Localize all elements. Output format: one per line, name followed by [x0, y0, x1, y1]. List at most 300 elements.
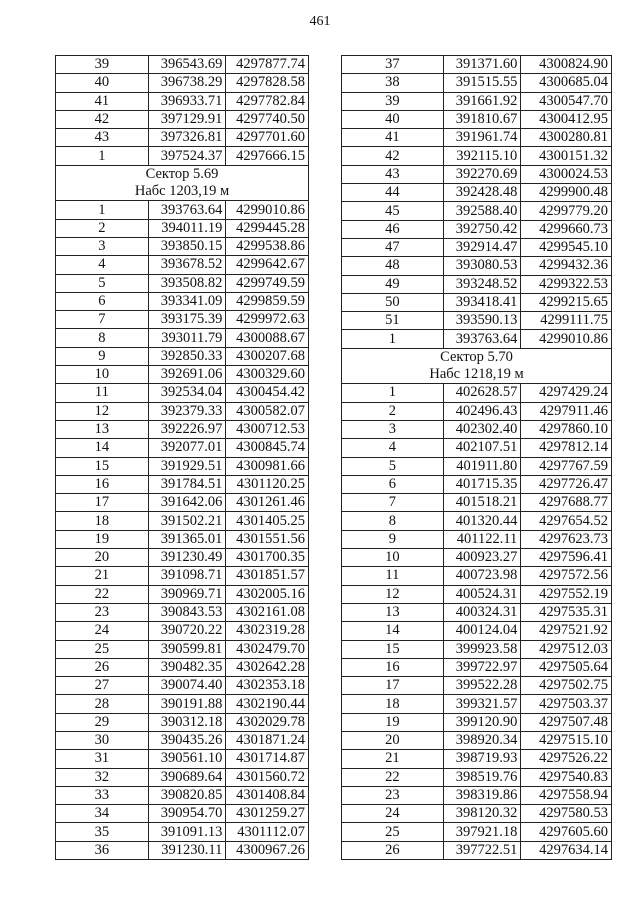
y-coordinate: 4297688.77	[521, 494, 612, 512]
y-coordinate: 4300024.53	[521, 165, 612, 183]
y-coordinate: 4297512.03	[521, 640, 612, 658]
x-coordinate: 390689.64	[148, 768, 226, 786]
y-coordinate: 4297605.60	[521, 823, 612, 841]
x-coordinate: 390482.35	[148, 658, 226, 676]
y-coordinate: 4299749.59	[226, 274, 309, 292]
x-coordinate: 391091.13	[148, 823, 226, 841]
x-coordinate: 391929.51	[148, 457, 226, 475]
point-number: 43	[56, 129, 149, 147]
table-row	[56, 74, 309, 92]
point-number: 41	[342, 129, 444, 147]
table-row	[56, 585, 309, 603]
point-number: 40	[342, 110, 444, 128]
y-coordinate: 4300981.66	[226, 457, 309, 475]
x-coordinate: 392379.33	[148, 402, 226, 420]
x-coordinate: 396543.69	[148, 56, 226, 74]
point-number: 45	[342, 202, 444, 220]
table-row	[56, 622, 309, 640]
x-coordinate: 399923.58	[443, 640, 521, 658]
x-coordinate: 393763.64	[148, 201, 226, 219]
table-row	[56, 311, 309, 329]
y-coordinate: 4297552.19	[521, 585, 612, 603]
x-coordinate: 393011.79	[148, 329, 226, 347]
x-coordinate: 392270.69	[443, 165, 521, 183]
x-coordinate: 397921.18	[443, 823, 521, 841]
table-row	[56, 677, 309, 695]
point-number: 33	[56, 786, 149, 804]
point-number: 47	[342, 238, 444, 256]
y-coordinate: 4300582.07	[226, 402, 309, 420]
y-coordinate: 4301408.84	[226, 786, 309, 804]
point-number: 20	[56, 549, 149, 567]
x-coordinate: 392588.40	[443, 202, 521, 220]
x-coordinate: 390191.88	[148, 695, 226, 713]
point-number: 7	[342, 494, 444, 512]
y-coordinate: 4301700.35	[226, 549, 309, 567]
x-coordinate: 400524.31	[443, 585, 521, 603]
x-coordinate: 393590.13	[443, 312, 521, 330]
y-coordinate: 4299111.75	[521, 312, 612, 330]
table-row	[56, 129, 309, 147]
point-number: 7	[56, 311, 149, 329]
x-coordinate: 401320.44	[443, 512, 521, 530]
table-row	[342, 457, 612, 475]
x-coordinate: 390561.10	[148, 750, 226, 768]
table-row	[342, 129, 612, 147]
table-row	[56, 56, 309, 74]
y-coordinate: 4299445.28	[226, 219, 309, 237]
y-coordinate: 4300280.81	[521, 129, 612, 147]
x-coordinate: 401715.35	[443, 475, 521, 493]
y-coordinate: 4302029.78	[226, 713, 309, 731]
y-coordinate: 4297580.53	[521, 805, 612, 823]
table-row	[342, 202, 612, 220]
table-row	[56, 384, 309, 402]
point-number: 2	[342, 402, 444, 420]
table-row	[342, 713, 612, 731]
x-coordinate: 400124.04	[443, 622, 521, 640]
table-row	[56, 110, 309, 128]
y-coordinate: 4297634.14	[521, 841, 612, 859]
point-number: 25	[56, 640, 149, 658]
point-number: 48	[342, 257, 444, 275]
y-coordinate: 4297535.31	[521, 603, 612, 621]
table-row	[342, 677, 612, 695]
point-number: 15	[342, 640, 444, 658]
table-row	[56, 347, 309, 365]
point-number: 34	[56, 805, 149, 823]
x-coordinate: 392226.97	[148, 420, 226, 438]
point-number: 13	[56, 420, 149, 438]
table-row	[342, 238, 612, 256]
point-number: 22	[342, 768, 444, 786]
table-row	[56, 494, 309, 512]
table-row	[342, 603, 612, 621]
x-coordinate: 397129.91	[148, 110, 226, 128]
coordinates-table-right-body	[342, 56, 612, 860]
x-coordinate: 393850.15	[148, 237, 226, 255]
y-coordinate: 4297558.94	[521, 786, 612, 804]
y-coordinate: 4300712.53	[226, 420, 309, 438]
x-coordinate: 399120.90	[443, 713, 521, 731]
x-coordinate: 398120.32	[443, 805, 521, 823]
point-number: 42	[342, 147, 444, 165]
table-row	[56, 658, 309, 676]
y-coordinate: 4300967.26	[226, 841, 309, 859]
table-row	[342, 165, 612, 183]
x-coordinate: 392691.06	[148, 366, 226, 384]
point-number: 14	[56, 439, 149, 457]
point-number: 16	[342, 658, 444, 676]
table-row	[342, 731, 612, 749]
table-row	[342, 841, 612, 859]
y-coordinate: 4302479.70	[226, 640, 309, 658]
table-row	[56, 457, 309, 475]
point-number: 8	[342, 512, 444, 530]
y-coordinate: 4297860.10	[521, 420, 612, 438]
table-row	[56, 750, 309, 768]
x-coordinate: 390074.40	[148, 677, 226, 695]
table-row	[342, 220, 612, 238]
y-coordinate: 4299538.86	[226, 237, 309, 255]
y-coordinate: 4300207.68	[226, 347, 309, 365]
x-coordinate: 393508.82	[148, 274, 226, 292]
point-number: 2	[56, 219, 149, 237]
x-coordinate: 392077.01	[148, 439, 226, 457]
x-coordinate: 393763.64	[443, 330, 521, 348]
table-row	[342, 74, 612, 92]
x-coordinate: 391230.11	[148, 841, 226, 859]
x-coordinate: 390969.71	[148, 585, 226, 603]
table-row	[342, 293, 612, 311]
y-coordinate: 4299010.86	[521, 330, 612, 348]
point-number: 6	[342, 475, 444, 493]
table-row	[56, 420, 309, 438]
y-coordinate: 4300088.67	[226, 329, 309, 347]
point-number: 46	[342, 220, 444, 238]
x-coordinate: 399722.97	[443, 658, 521, 676]
y-coordinate: 4297572.56	[521, 567, 612, 585]
point-number: 13	[342, 603, 444, 621]
x-coordinate: 391810.67	[443, 110, 521, 128]
sector-header-row	[342, 366, 612, 384]
point-number: 25	[342, 823, 444, 841]
point-number: 44	[342, 184, 444, 202]
table-row	[56, 201, 309, 219]
y-coordinate: 4300412.95	[521, 110, 612, 128]
x-coordinate: 402107.51	[443, 439, 521, 457]
x-coordinate: 401518.21	[443, 494, 521, 512]
table-row	[342, 439, 612, 457]
point-number: 29	[56, 713, 149, 731]
table-row	[342, 750, 612, 768]
x-coordinate: 392428.48	[443, 184, 521, 202]
y-coordinate: 4297701.60	[226, 129, 309, 147]
point-number: 39	[56, 56, 149, 74]
x-coordinate: 393418.41	[443, 293, 521, 311]
x-coordinate: 393678.52	[148, 256, 226, 274]
point-number: 4	[56, 256, 149, 274]
point-number: 11	[56, 384, 149, 402]
x-coordinate: 391515.55	[443, 74, 521, 92]
x-coordinate: 394011.19	[148, 219, 226, 237]
point-number: 10	[56, 366, 149, 384]
table-row	[342, 695, 612, 713]
y-coordinate: 4297515.10	[521, 731, 612, 749]
point-number: 26	[56, 658, 149, 676]
point-number: 22	[56, 585, 149, 603]
table-row	[56, 439, 309, 457]
point-number: 40	[56, 74, 149, 92]
y-coordinate: 4301261.46	[226, 494, 309, 512]
x-coordinate: 393341.09	[148, 292, 226, 310]
x-coordinate: 398319.86	[443, 786, 521, 804]
table-row	[342, 402, 612, 420]
table-row	[342, 56, 612, 74]
y-coordinate: 4300329.60	[226, 366, 309, 384]
y-coordinate: 4297828.58	[226, 74, 309, 92]
y-coordinate: 4297812.14	[521, 439, 612, 457]
x-coordinate: 398519.76	[443, 768, 521, 786]
point-number: 9	[342, 530, 444, 548]
table-row	[342, 658, 612, 676]
x-coordinate: 391784.51	[148, 475, 226, 493]
y-coordinate: 4302005.16	[226, 585, 309, 603]
table-row	[342, 275, 612, 293]
table-row	[56, 695, 309, 713]
table-row	[56, 841, 309, 859]
x-coordinate: 390720.22	[148, 622, 226, 640]
table-row	[342, 622, 612, 640]
x-coordinate: 401122.11	[443, 530, 521, 548]
y-coordinate: 4297740.50	[226, 110, 309, 128]
x-coordinate: 398719.93	[443, 750, 521, 768]
x-coordinate: 398920.34	[443, 731, 521, 749]
x-coordinate: 390435.26	[148, 731, 226, 749]
table-row	[56, 366, 309, 384]
y-coordinate: 4299779.20	[521, 202, 612, 220]
y-coordinate: 4299900.48	[521, 184, 612, 202]
point-number: 42	[56, 110, 149, 128]
y-coordinate: 4299215.65	[521, 293, 612, 311]
point-number: 38	[342, 74, 444, 92]
point-number: 9	[56, 347, 149, 365]
x-coordinate: 402496.43	[443, 402, 521, 420]
table-row	[342, 475, 612, 493]
table-row	[342, 494, 612, 512]
point-number: 8	[56, 329, 149, 347]
y-coordinate: 4300454.42	[226, 384, 309, 402]
x-coordinate: 391502.21	[148, 512, 226, 530]
point-number: 21	[342, 750, 444, 768]
y-coordinate: 4301112.07	[226, 823, 309, 841]
x-coordinate: 391365.01	[148, 530, 226, 548]
coordinates-table-right	[341, 55, 612, 860]
table-row	[56, 402, 309, 420]
table-row	[56, 475, 309, 493]
y-coordinate: 4297666.15	[226, 147, 309, 165]
point-number: 15	[56, 457, 149, 475]
sector-header-row	[56, 165, 309, 183]
table-row	[342, 184, 612, 202]
table-row	[56, 147, 309, 165]
point-number: 37	[342, 56, 444, 74]
y-coordinate: 4297540.83	[521, 768, 612, 786]
point-number: 4	[342, 439, 444, 457]
table-row	[342, 823, 612, 841]
y-coordinate: 4301560.72	[226, 768, 309, 786]
y-coordinate: 4300547.70	[521, 92, 612, 110]
y-coordinate: 4301851.57	[226, 567, 309, 585]
y-coordinate: 4297726.47	[521, 475, 612, 493]
y-coordinate: 4299660.73	[521, 220, 612, 238]
table-row	[56, 640, 309, 658]
point-number: 39	[342, 92, 444, 110]
point-number: 36	[56, 841, 149, 859]
point-number: 1	[342, 330, 444, 348]
table-row	[56, 256, 309, 274]
y-coordinate: 4301405.25	[226, 512, 309, 530]
y-coordinate: 4300824.90	[521, 56, 612, 74]
table-row	[56, 823, 309, 841]
point-number: 20	[342, 731, 444, 749]
y-coordinate: 4301120.25	[226, 475, 309, 493]
point-number: 17	[342, 677, 444, 695]
table-row	[342, 330, 612, 348]
y-coordinate: 4302642.28	[226, 658, 309, 676]
y-coordinate: 4297654.52	[521, 512, 612, 530]
sector-title: Сектор 5.70	[342, 348, 612, 366]
sector-header-row	[342, 348, 612, 366]
table-row	[56, 530, 309, 548]
y-coordinate: 4297767.59	[521, 457, 612, 475]
table-row	[342, 768, 612, 786]
point-number: 14	[342, 622, 444, 640]
point-number: 43	[342, 165, 444, 183]
point-number: 19	[56, 530, 149, 548]
table-row	[342, 640, 612, 658]
point-number: 27	[56, 677, 149, 695]
y-coordinate: 4299972.63	[226, 311, 309, 329]
point-number: 17	[56, 494, 149, 512]
y-coordinate: 4299859.59	[226, 292, 309, 310]
point-number: 18	[342, 695, 444, 713]
table-row	[342, 110, 612, 128]
x-coordinate: 400923.27	[443, 549, 521, 567]
x-coordinate: 391961.74	[443, 129, 521, 147]
x-coordinate: 391371.60	[443, 56, 521, 74]
table-row	[56, 92, 309, 110]
point-number: 35	[56, 823, 149, 841]
point-number: 1	[342, 384, 444, 402]
y-coordinate: 4297596.41	[521, 549, 612, 567]
x-coordinate: 393248.52	[443, 275, 521, 293]
x-coordinate: 391642.06	[148, 494, 226, 512]
point-number: 5	[56, 274, 149, 292]
sector-height: Набс 1203,19 м	[56, 183, 309, 201]
table-row	[56, 237, 309, 255]
table-row	[56, 603, 309, 621]
table-row	[56, 567, 309, 585]
x-coordinate: 399522.28	[443, 677, 521, 695]
table-row	[342, 549, 612, 567]
y-coordinate: 4297911.46	[521, 402, 612, 420]
table-row	[342, 147, 612, 165]
page-number: 461	[309, 14, 331, 29]
x-coordinate: 392850.33	[148, 347, 226, 365]
y-coordinate: 4297429.24	[521, 384, 612, 402]
y-coordinate: 4297526.22	[521, 750, 612, 768]
x-coordinate: 399321.57	[443, 695, 521, 713]
point-number: 32	[56, 768, 149, 786]
y-coordinate: 4297877.74	[226, 56, 309, 74]
x-coordinate: 397722.51	[443, 841, 521, 859]
x-coordinate: 391661.92	[443, 92, 521, 110]
y-coordinate: 4297623.73	[521, 530, 612, 548]
table-row	[342, 805, 612, 823]
x-coordinate: 392750.42	[443, 220, 521, 238]
x-coordinate: 402302.40	[443, 420, 521, 438]
table-row	[56, 274, 309, 292]
table-row	[56, 329, 309, 347]
x-coordinate: 396933.71	[148, 92, 226, 110]
x-coordinate: 391230.49	[148, 549, 226, 567]
point-number: 23	[342, 786, 444, 804]
x-coordinate: 392534.04	[148, 384, 226, 402]
point-number: 10	[342, 549, 444, 567]
y-coordinate: 4301259.27	[226, 805, 309, 823]
point-number: 6	[56, 292, 149, 310]
x-coordinate: 400723.98	[443, 567, 521, 585]
y-coordinate: 4302319.28	[226, 622, 309, 640]
point-number: 28	[56, 695, 149, 713]
table-row	[342, 257, 612, 275]
point-number: 12	[342, 585, 444, 603]
x-coordinate: 390843.53	[148, 603, 226, 621]
x-coordinate: 402628.57	[443, 384, 521, 402]
x-coordinate: 397524.37	[148, 147, 226, 165]
y-coordinate: 4302353.18	[226, 677, 309, 695]
point-number: 19	[342, 713, 444, 731]
y-coordinate: 4297505.64	[521, 658, 612, 676]
y-coordinate: 4299010.86	[226, 201, 309, 219]
point-number: 51	[342, 312, 444, 330]
coordinates-table-left	[55, 55, 309, 860]
y-coordinate: 4301551.56	[226, 530, 309, 548]
point-number: 21	[56, 567, 149, 585]
table-row	[56, 219, 309, 237]
x-coordinate: 401911.80	[443, 457, 521, 475]
point-number: 41	[56, 92, 149, 110]
point-number: 5	[342, 457, 444, 475]
table-row	[56, 292, 309, 310]
point-number: 16	[56, 475, 149, 493]
x-coordinate: 396738.29	[148, 74, 226, 92]
point-number: 49	[342, 275, 444, 293]
x-coordinate: 391098.71	[148, 567, 226, 585]
table-row	[342, 312, 612, 330]
point-number: 1	[56, 147, 149, 165]
table-row	[56, 805, 309, 823]
point-number: 3	[342, 420, 444, 438]
y-coordinate: 4297507.48	[521, 713, 612, 731]
point-number: 23	[56, 603, 149, 621]
point-number: 11	[342, 567, 444, 585]
coordinates-table-left-body	[56, 56, 309, 860]
table-row	[342, 585, 612, 603]
y-coordinate: 4302161.08	[226, 603, 309, 621]
y-coordinate: 4299432.36	[521, 257, 612, 275]
